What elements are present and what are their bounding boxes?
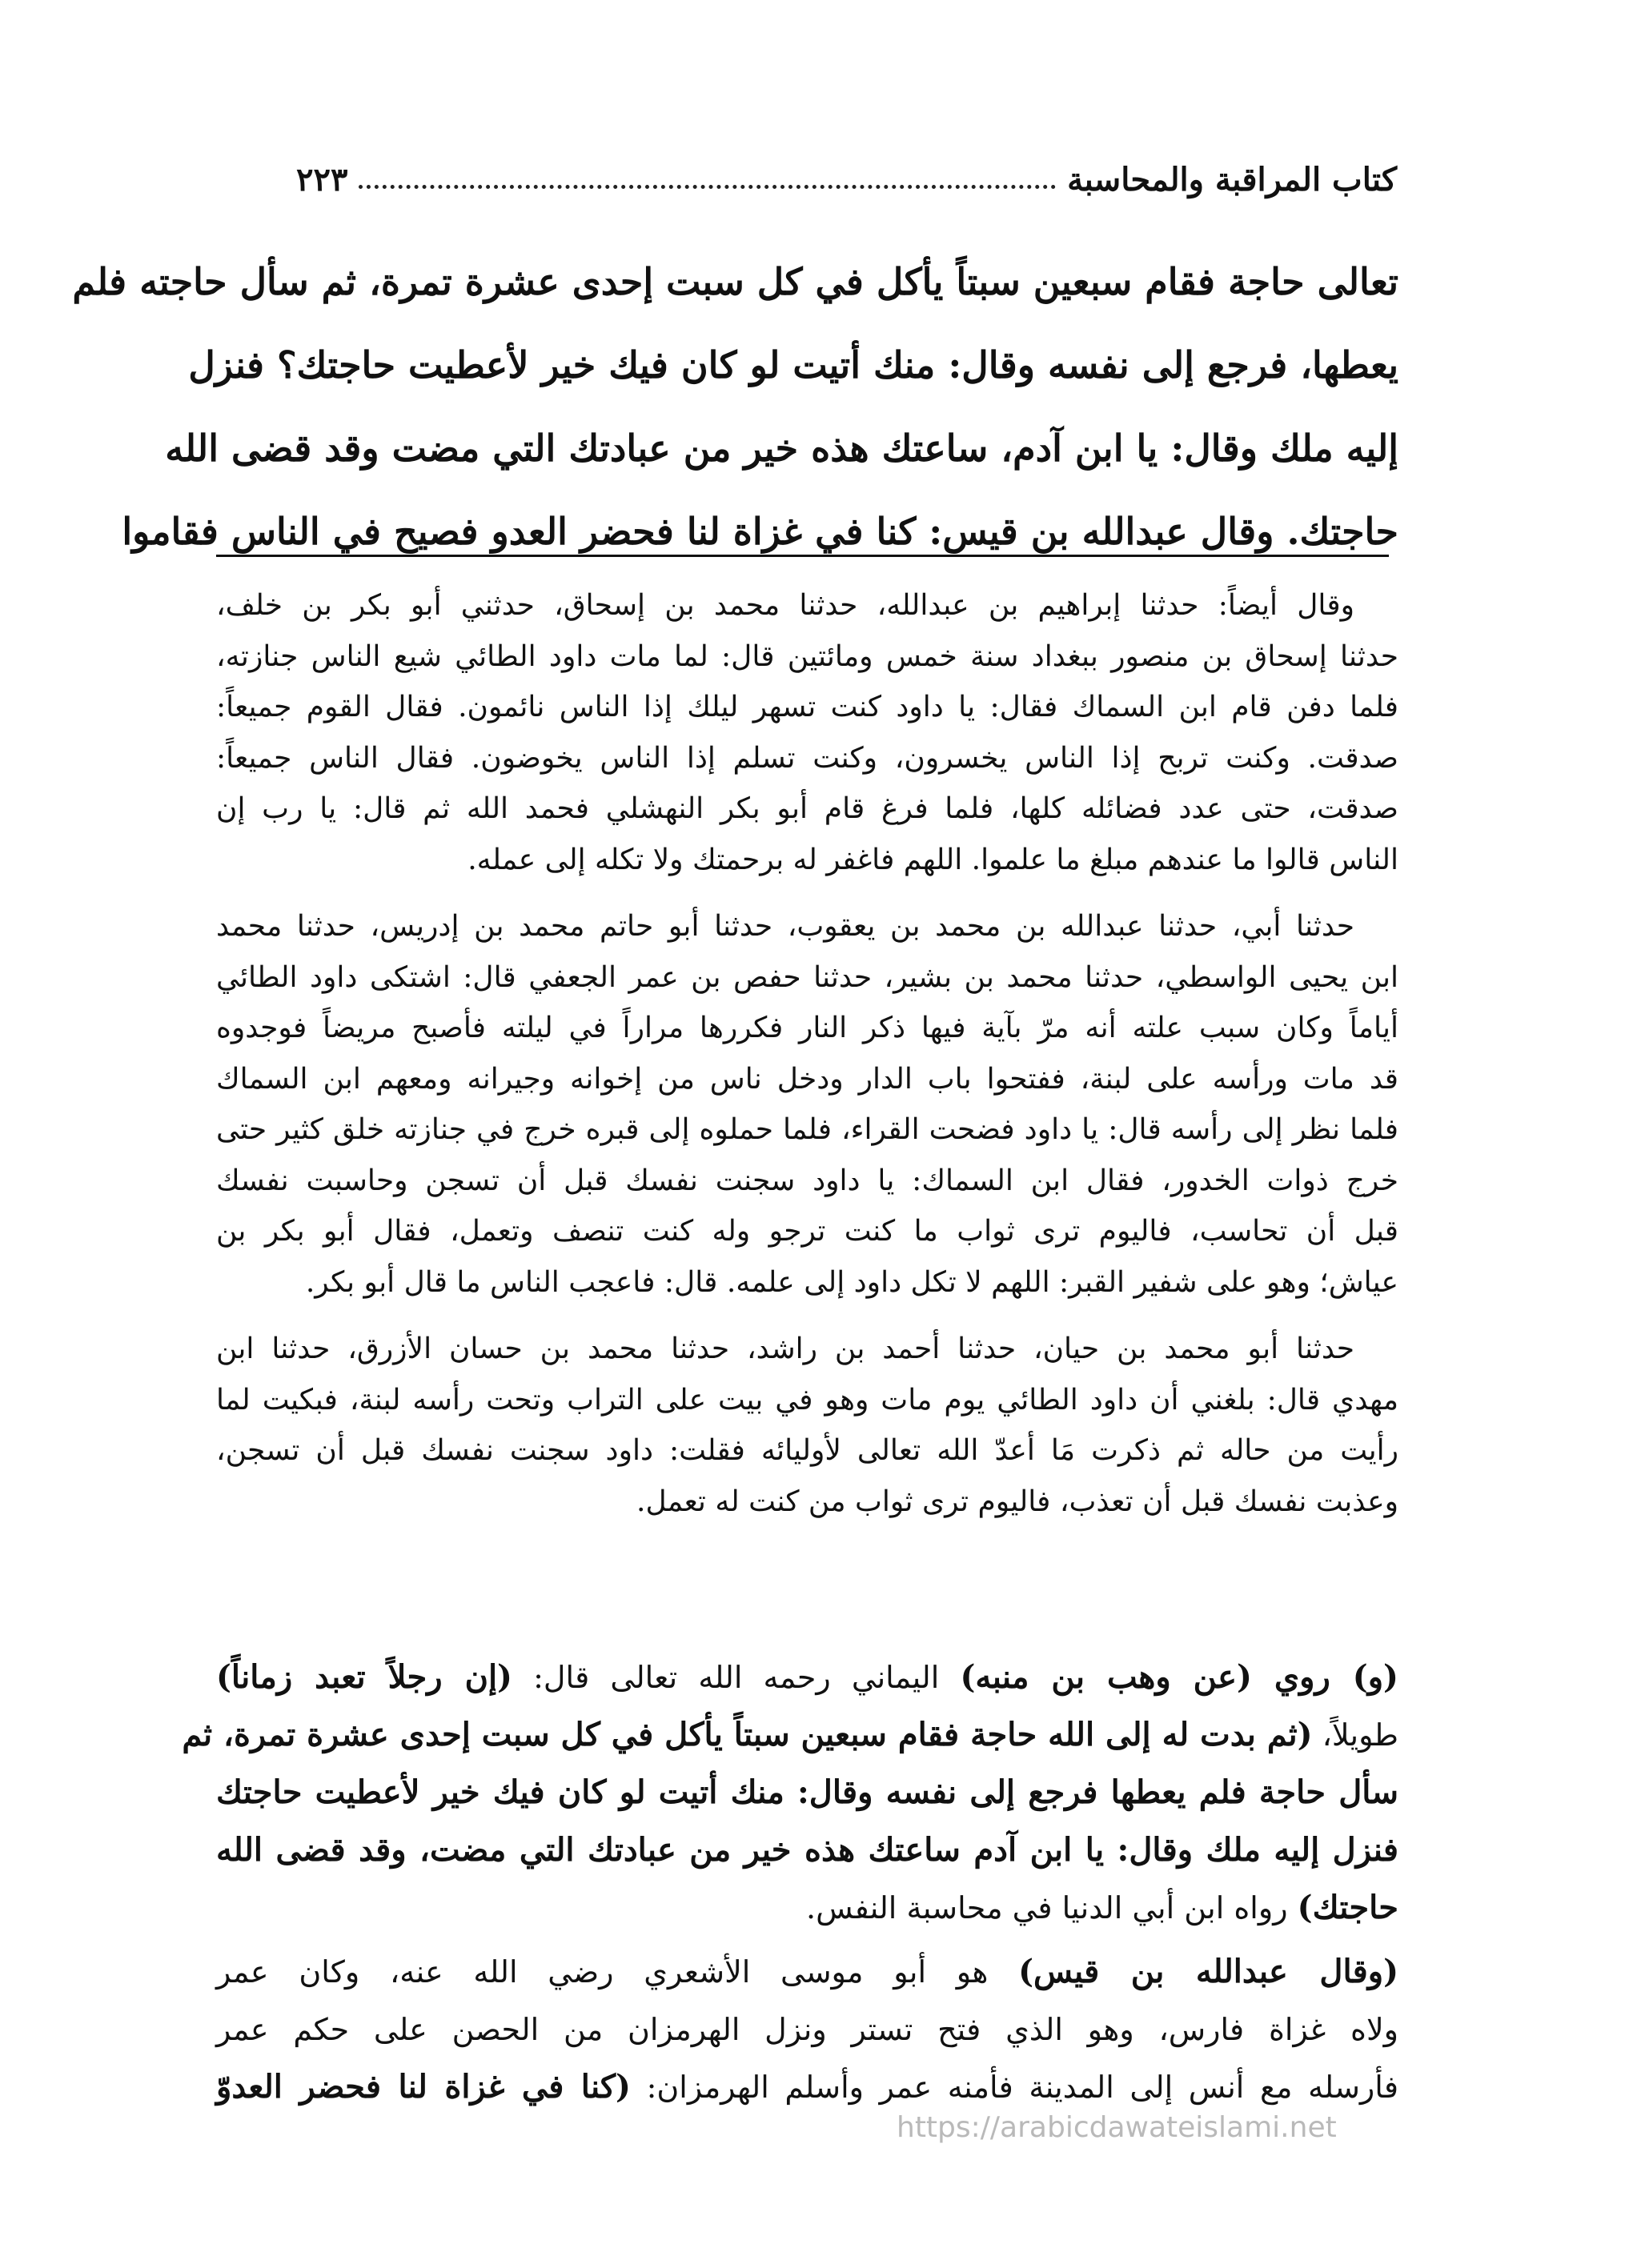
commentary-bold-run: (إن رجلاً تعبد زماناً) xyxy=(216,1658,512,1696)
commentary xyxy=(182,1649,1399,2122)
footnote-separator xyxy=(216,555,1389,557)
main-text-line: يعطها، فرجع إلى نفسه وقال: منك أتيت لو كان فيك خير لأعطيت حاجتك؟ فنزل xyxy=(188,343,1398,387)
commentary-bold-run: (و) روي xyxy=(1251,1658,1398,1696)
page-number: ٢٢٣ xyxy=(296,161,348,198)
footnote-line: رأيت من حاله ثم ذكرت مَا أعدّ الله تعالى لأوليائه فقلت: داود سجنت نفسك قبل أن تسجن، xyxy=(216,1434,1398,1467)
footnote-line: مهدي قال: بلغني أن داود الطائي يوم مات وهو في بيت على التراب وتحت رأسه لبنة، فبكيت لما xyxy=(216,1383,1398,1416)
commentary-bold-run: (وقال عبدالله بن قيس) xyxy=(1018,1953,1398,1990)
commentary-line xyxy=(216,1649,1398,1706)
footnote-line: عياش؛ وهو على شفير القبر: اللهم لا تكل داود إلى علمه. قال: فاعجب الناس ما قال أبو بكر. xyxy=(305,1265,1398,1299)
commentary-line xyxy=(182,1706,1398,1764)
commentary-bold-run: (ثم بدت له إلى الله حاجة فقام سبعين سبتاً يأكل في كل سبت إحدى عشرة تمرة، ثم xyxy=(182,1716,1313,1753)
commentary-bold-run: فنزل إليه ملك وقال: يا ابن آدم ساعتك هذه خير من عبادتك التي مضت، وقد قضى الله xyxy=(216,1831,1398,1869)
commentary-paragraph xyxy=(182,1649,1398,1937)
watermark-url: https://arabicdawateislami.net xyxy=(897,2111,1337,2144)
commentary-line xyxy=(216,1764,1398,1821)
footnote-line: أياماً وكان سبب علته أنه مرّ بآية فيها ذكر النار فكررها مراراً في ليلته فأصبح مريضاً فوجدوه xyxy=(216,1012,1398,1044)
chapter-title: كتاب المراقبة والمحاسبة xyxy=(1067,161,1397,198)
running-header xyxy=(296,142,1397,198)
commentary-bold-run: حاجتك) xyxy=(1297,1889,1398,1926)
main-text-line: تعالى حاجة فقام سبعين سبتاً يأكل في كل سبت إحدى عشرة تمرة، ثم سأل حاجته فلم xyxy=(72,260,1398,303)
main-text-line: حاجتك. وقال عبدالله بن قيس: كنا في غزاة لنا فحضر العدو فصيح في الناس فقاموا xyxy=(122,510,1398,553)
main-text xyxy=(72,240,1398,573)
footnote-paragraph xyxy=(216,1324,1398,1527)
footnote-paragraph xyxy=(216,580,1398,885)
commentary-line xyxy=(216,1821,1398,1879)
footnote-line: حدثنا إسحاق بن منصور ببغداد سنة خمس ومائتين قال: لما مات داود الطائي شيع الناس جنازته، xyxy=(216,639,1398,673)
footnote-line: صدقت. وكنت تربح إذا الناس يخسرون، وكنت تسلم إذا الناس يخوضون. فقال الناس جميعاً: xyxy=(216,741,1398,775)
footnote-line: وقال أيضاً: حدثنا إبراهيم بن عبدالله، حدثنا محمد بن إسحاق، حدثني أبو بكر بن خلف، xyxy=(216,589,1354,622)
commentary-run: اليماني رحمه الله تعالى قال: xyxy=(512,1660,961,1695)
main-text-line: إليه ملك وقال: يا ابن آدم، ساعتك هذه خير من عبادتك التي مضت وقد قضى الله xyxy=(165,427,1398,470)
footnote-line: خرج ذوات الخدور، فقال ابن السماك: يا داود سجنت نفسك قبل أن تسجن وحاسبت نفسك xyxy=(216,1164,1398,1197)
commentary-bold-run: (كنا في غزاة لنا فحضر العدوّ xyxy=(216,2068,631,2106)
footnote-line: قد مات ورأسه على لبنة، ففتحوا باب الدار ودخل ناس من إخوانه وجيرانه ومعهم ابن السماك xyxy=(216,1062,1398,1096)
footnote-line: ابن يحيى الواسطي، حدثنا محمد بن بشير، حدثنا حفص بن عمر الجعفي قال: اشتكى داود الطائي xyxy=(216,960,1398,994)
commentary-line xyxy=(216,1943,1398,2001)
footnote-line: حدثنا أبي، حدثنا عبدالله بن محمد بن يعقوب، حدثنا أبو حاتم محمد بن إدريس، حدثنا محمد xyxy=(216,910,1354,943)
header-dot-leader xyxy=(359,177,1056,189)
commentary-run: طويلاً، xyxy=(1312,1717,1398,1753)
commentary-line xyxy=(216,2058,1398,2116)
commentary-run: ولاه غزاة فارس، وهو الذي فتح تستر ونزل الهرمزان من الحصن على حكم عمر xyxy=(216,2012,1398,2047)
footnote-line: فلما نظر إلى رأسه قال: يا داود فضحت القراء، فلما حملوه إلى قبره خرج في جنازته خلق كثير حتى xyxy=(216,1113,1398,1146)
commentary-bold-run: (عن وهب بن منبه) xyxy=(960,1658,1252,1696)
commentary-run: فأرسله مع أنس إلى المدينة فأمنه عمر وأسلم الهرمزان: xyxy=(631,2070,1399,2105)
commentary-run: رواه ابن أبي الدنيا في محاسبة النفس. xyxy=(806,1890,1298,1925)
footnote-paragraph xyxy=(216,901,1398,1308)
commentary-bold-run: سأل حاجة فلم يعطها فرجع إلى نفسه وقال: منك أتيت لو كان فيك خير لأعطيت حاجتك xyxy=(216,1773,1398,1811)
footnote-line: حدثنا أبو محمد بن حيان، حدثنا أحمد بن راشد، حدثنا محمد بن حسان الأزرق، حدثنا ابن xyxy=(216,1332,1354,1365)
footnote-line: فلما دفن قام ابن السماك فقال: يا داود كنت تسهر ليلك إذا الناس نائمون. فقال القوم جميعاً: xyxy=(216,691,1398,723)
footnote-line: قبل أن تحاسب، فاليوم ترى ثواب ما كنت ترجو وله كنت تنصف وتعمل، فقال أبو بكر بن xyxy=(216,1215,1398,1248)
commentary-paragraph xyxy=(216,1943,1398,2116)
footnote-line: صدقت، حتى عدد فضائله كلها، فلما فرغ قام أبو بكر النهشلي فحمد الله ثم قال: يا رب إن xyxy=(216,792,1398,825)
commentary-line xyxy=(216,2001,1398,2058)
commentary-line xyxy=(216,1879,1398,1937)
commentary-run: هو أبو موسى الأشعري رضي الله عنه، وكان عمر xyxy=(216,1954,1019,1990)
footnotes xyxy=(216,580,1398,1543)
footnote-line: الناس قالوا ما عندهم مبلغ ما علموا. اللهم فاغفر له برحمتك ولا تكله إلى عمله. xyxy=(467,843,1398,876)
footnote-line: وعذبت نفسك قبل أن تعذب، فاليوم ترى ثواب من كنت له تعمل. xyxy=(636,1485,1398,1518)
